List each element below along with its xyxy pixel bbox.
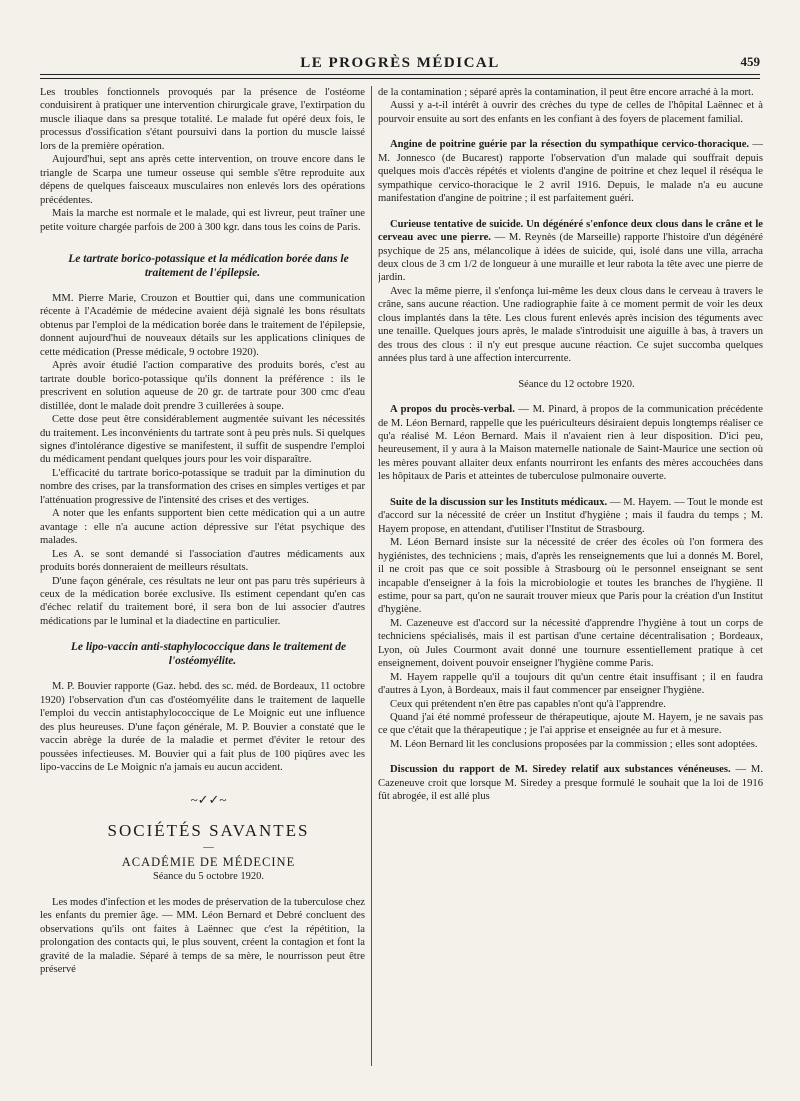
- paragraph: L'efficacité du tartrate borico-potassique se traduit par la diminution du nombre des crises, par la transformation des crises en simples vertiges et par l'atténuation progressive de l'intensité des crises et des vertiges.: [40, 467, 365, 506]
- report-body: — M. Cazeneuve croit que lorsque M. Siredey a presque formulé le souhait que la loi de 1916 fût abrogée, il est allé plus: [378, 764, 763, 803]
- article-title: Le lipo-vaccin anti-staphylococcique dans le traitement de l'ostéomyélite.: [70, 641, 347, 668]
- paragraph: Avec la même pierre, il s'enfonça lui-même les deux clous dans le cerveau à travers le crâne, sans aucune réaction. Une radiographie faite à ce moment permit de voir les deux clous implantés dans la tête. Les clous furent enlevés après incision des téguments avec une tenaille. Quelques jours après, le malade s'introduisit une aiguille à bas, à travers un des trous des clous : il n'y eut presque aucune réaction. Ce sujet succomba quelques années plus tard à une affection intercurrente.: [378, 285, 763, 365]
- paragraph: D'une façon générale, ces résultats ne leur ont pas paru très supérieurs à ceux de la médication borée exclusive. Ils estiment cependant qu'en cas d'échec relatif du traitement boré, il sera bon de lui associer d'autres médications par le luminal et la diadectine en particulier.: [40, 575, 365, 627]
- paragraph: Après avoir étudié l'action comparative des produits borés, c'est au tartrate double borico-potassique qu'ils donnent la préférence : ils le prescrivent en solution aqueuse de 20 gr. de tartrate pour 300 cmc d'eau distillée, dont le malade doit prendre 3 cuillerées à soupe.: [40, 360, 365, 412]
- right-column: [378, 86, 763, 1086]
- report-body: — M. Jonnesco (de Bucarest) rapporte l'observation d'un malade qui souffrait depuis quelques mois d'accès répétés et violents d'angine de poitrine et chez lequel il réséqua le sympathique cervico-thoracique le 2 avril 1916. Depuis, le malade n'a eu aucune manifestation d'angine de poitrine ; il est parfaitement guéri.: [378, 139, 763, 205]
- report-body: — M. Reynès (de Marseille) rapporte l'histoire d'un dégénéré psychique de 25 ans, mélancolique à idées de suicide, qui, isolé dans une villa, arracha deux clous de 3 cm 1/2 de longueur à une muraille et leur rabota la tête avec une pierre de jardin.: [378, 232, 763, 284]
- paragraph: Mais la marche est normale et le malade, qui est livreur, peut traîner une petite voiture chargée parfois de 200 à 300 kgr. dans tous les coins de Paris.: [40, 208, 365, 233]
- report-title: Discussion du rapport de M. Siredey relatif aux substances vénéneuses.: [390, 764, 731, 776]
- ornament-divider: ~✓✓~: [190, 792, 227, 808]
- paragraph: Les modes d'infection et les modes de préservation de la tuberculose chez les enfants du premier âge. — MM. Léon Bernard et Debré concluent des observations qu'ils ont faites à Laënnec que c'est la répétition, la prolongation des contacts qui, le plus souvent, créent la contagion et font la gravité de la maladie. Séparé à temps de sa mère, le nourrisson peut être préservé: [40, 896, 365, 976]
- paragraph: M. P. Bouvier rapporte (Gaz. hebd. des sc. méd. de Bordeaux, 11 octobre 1920) l'observation d'un cas d'ostéomyélite dans le traitement de laquelle l'emploi du veccin antistaphylococcique de Le Moignic eut une influence des plus heureuses. D'une façon générale, M. P. Bouvier a constaté que le vaccin abrège la durée de la maladie et permet d'éviter le retour des poussées infectieuses. M. Bouvier qui a fait plus de 100 piqûres avec les lipo-vaccins de Le Moignic n'a jamais eu aucun accident.: [40, 681, 365, 774]
- journal-title: LE PROGRÈS MÉDICAL: [300, 55, 500, 71]
- report-title: Suite de la discussion sur les Instituts médicaux.: [390, 496, 608, 508]
- paragraph: M. Léon Bernard lit les conclusions proposées par la commission ; elles sont adoptées.: [390, 738, 758, 750]
- left-column: [40, 86, 365, 1086]
- report-paragraph: [378, 218, 763, 285]
- paragraph: MM. Pierre Marie, Crouzon et Bouttier qui, dans une communication récente à l'Académie de médecine avaient déjà signalé les bons résultats obtenus par l'emploi de la médication borée dans le traitement de l'épilepsie, donnent aujourd'hui de nouveaux détails sur les applications cliniques de cette médication (Presse médicale, 9 octobre 1920).: [40, 292, 365, 358]
- header-rule: [40, 74, 760, 75]
- report-title: A propos du procès-verbal.: [390, 404, 515, 416]
- paragraph: de la contamination ; séparé après la contamination, il peut être encore arraché à la mort.: [378, 87, 754, 98]
- subsection-heading: ACADÉMIE DE MÉDECINE: [121, 855, 296, 870]
- report-title: Angine de poitrine guérie par la résection du sympathique cervico-thoracique.: [390, 139, 750, 151]
- session-date: Séance du 5 octobre 1920.: [152, 871, 265, 883]
- page-header: [40, 48, 760, 72]
- dash-separator: —: [203, 842, 214, 854]
- column-divider: [371, 86, 372, 1066]
- page-number: 459: [740, 54, 760, 69]
- header-rule-thin: [40, 78, 760, 79]
- session-date: Séance du 12 octobre 1920.: [518, 378, 635, 390]
- report-title: Curieuse tentative de suicide. Un dégénéré s'enfonce deux clous dans le crâne et le cerveau avec une pierre.: [378, 218, 763, 244]
- paragraph: M. Cazeneuve est d'accord sur la nécessité d'apprendre l'hygiène à tout un corps de techniciens spécialisés, mais il est partisan d'une certaine décentralisation ; Bordeaux, Lyon, où Jules Courmont avait donné une tournure essentiellement pratique à cet enseignement, doivent pouvoir enseigner l'hygiène comme Paris.: [378, 617, 763, 670]
- section-heading: SOCIÉTÉS SAVANTES: [107, 821, 310, 841]
- paragraph: A noter que les enfants supportent bien cette médication qui a un autre avantage : elle n'a aucune action dépressive sur l'état psychique des malades.: [40, 508, 365, 547]
- report-body: — M. Pinard, à propos de la communication précédente de M. Léon Bernard, rappelle que les puériculteurs désiraient depuis longtemps réaliser ce qu'a réalisé M. Léon Bernard. Mais il n'avaient rien à leur disposition. D'ici peu, heureusement, il y aura à la Maison maternelle nationale de Saint-Maurice une section où les mères pouvant allaiter deux enfants nourriront les enfants des mères accouchées dans les hôpitaux de Paris et atteintes de tuberculose pulmonaire ouverte.: [378, 404, 763, 483]
- paragraph: Les A. se sont demandé si l'association d'autres médicaments aux produits borés donneraient de meilleurs résultats.: [40, 548, 365, 574]
- paragraph: M. Hayem rappelle qu'il a toujours dit qu'un centre était insuffisant ; il en faudra d'autres à Lyon, à Bordeaux, mais il faut commencer par enseigner l'hygiène.: [378, 671, 763, 697]
- report-body: — M. Hayem. — Tout le monde est d'accord sur la nécessité de créer un Institut d'hygiène ; mais il faudra du temps ; M. Hayem propose, en attendant, d'utiliser l'Institut de Strasbourg.: [378, 496, 763, 535]
- paragraph: Quand j'ai été nommé professeur de thérapeutique, ajoute M. Hayem, je ne savais pas ce que c'était que la thérapeutique ; je l'ai apprise et enseignée au fur et à mesure.: [378, 712, 763, 737]
- paragraph: M. Léon Bernard insiste sur la nécessité de créer des écoles où l'on formera des hygiénistes, des techniciens ; mais, d'après les renseignements que lui a donnés M. Borel, il ne croit pas que ce soit possible à Strasbourg où le personnel enseignant se sent incapable d'enseigner à la fois la microbiologie et toutes les branches de l'hygiène. Il estime, pour sa part, qu'on ne saurait trouver mieux que Paris pour la création d'un Institut d'hygiène.: [378, 537, 763, 616]
- report-paragraph: [378, 138, 763, 205]
- paragraph: Les troubles fonctionnels provoqués par la présence de l'ostéome conduisirent à pratiquer une intervention chirurgicale grave, l'extirpation du muscle iliaque dans sa presque totalité. Le malade fut opéré deux fois, le processus d'ossification s'étant poursuivi dans la portion du muscle laissé lors de la première opération.: [40, 87, 365, 152]
- paragraph: Ceux qui prétendent n'en être pas capables n'ont qu'à l'apprendre.: [390, 698, 666, 710]
- paragraph: Cette dose peut être considérablement augmentée suivant les nécessités du traitement. Les inconvénients du tartrate sont à peu près nuls. Si quelques signes d'intolérance digestive se manifestent, il suffit de suspendre l'emploi du médicament pendant quelques jours pour les voir disparaître.: [40, 414, 365, 466]
- report-paragraph: [378, 403, 763, 484]
- report-paragraph: [378, 496, 763, 536]
- paragraph: Aujourd'hui, sept ans après cette intervention, on trouve encore dans le triangle de Scarpa une tumeur osseuse qui semble s'être reproduite aux dépens de quelques faisceaux musculaires non enlevés lors des opérations précédentes.: [40, 154, 365, 206]
- report-paragraph: [378, 763, 763, 803]
- article-title: Le tartrate borico-potassique et la médication borée dans le traitement de l'épilepsie.: [68, 252, 349, 279]
- paragraph: Aussi y a-t-il intérêt à ouvrir des crèches du type de celles de l'hôpital Laënnec et à pourvoir ensuite au sort des enfants en les confiant à des foyers de placement familial.: [378, 100, 763, 125]
